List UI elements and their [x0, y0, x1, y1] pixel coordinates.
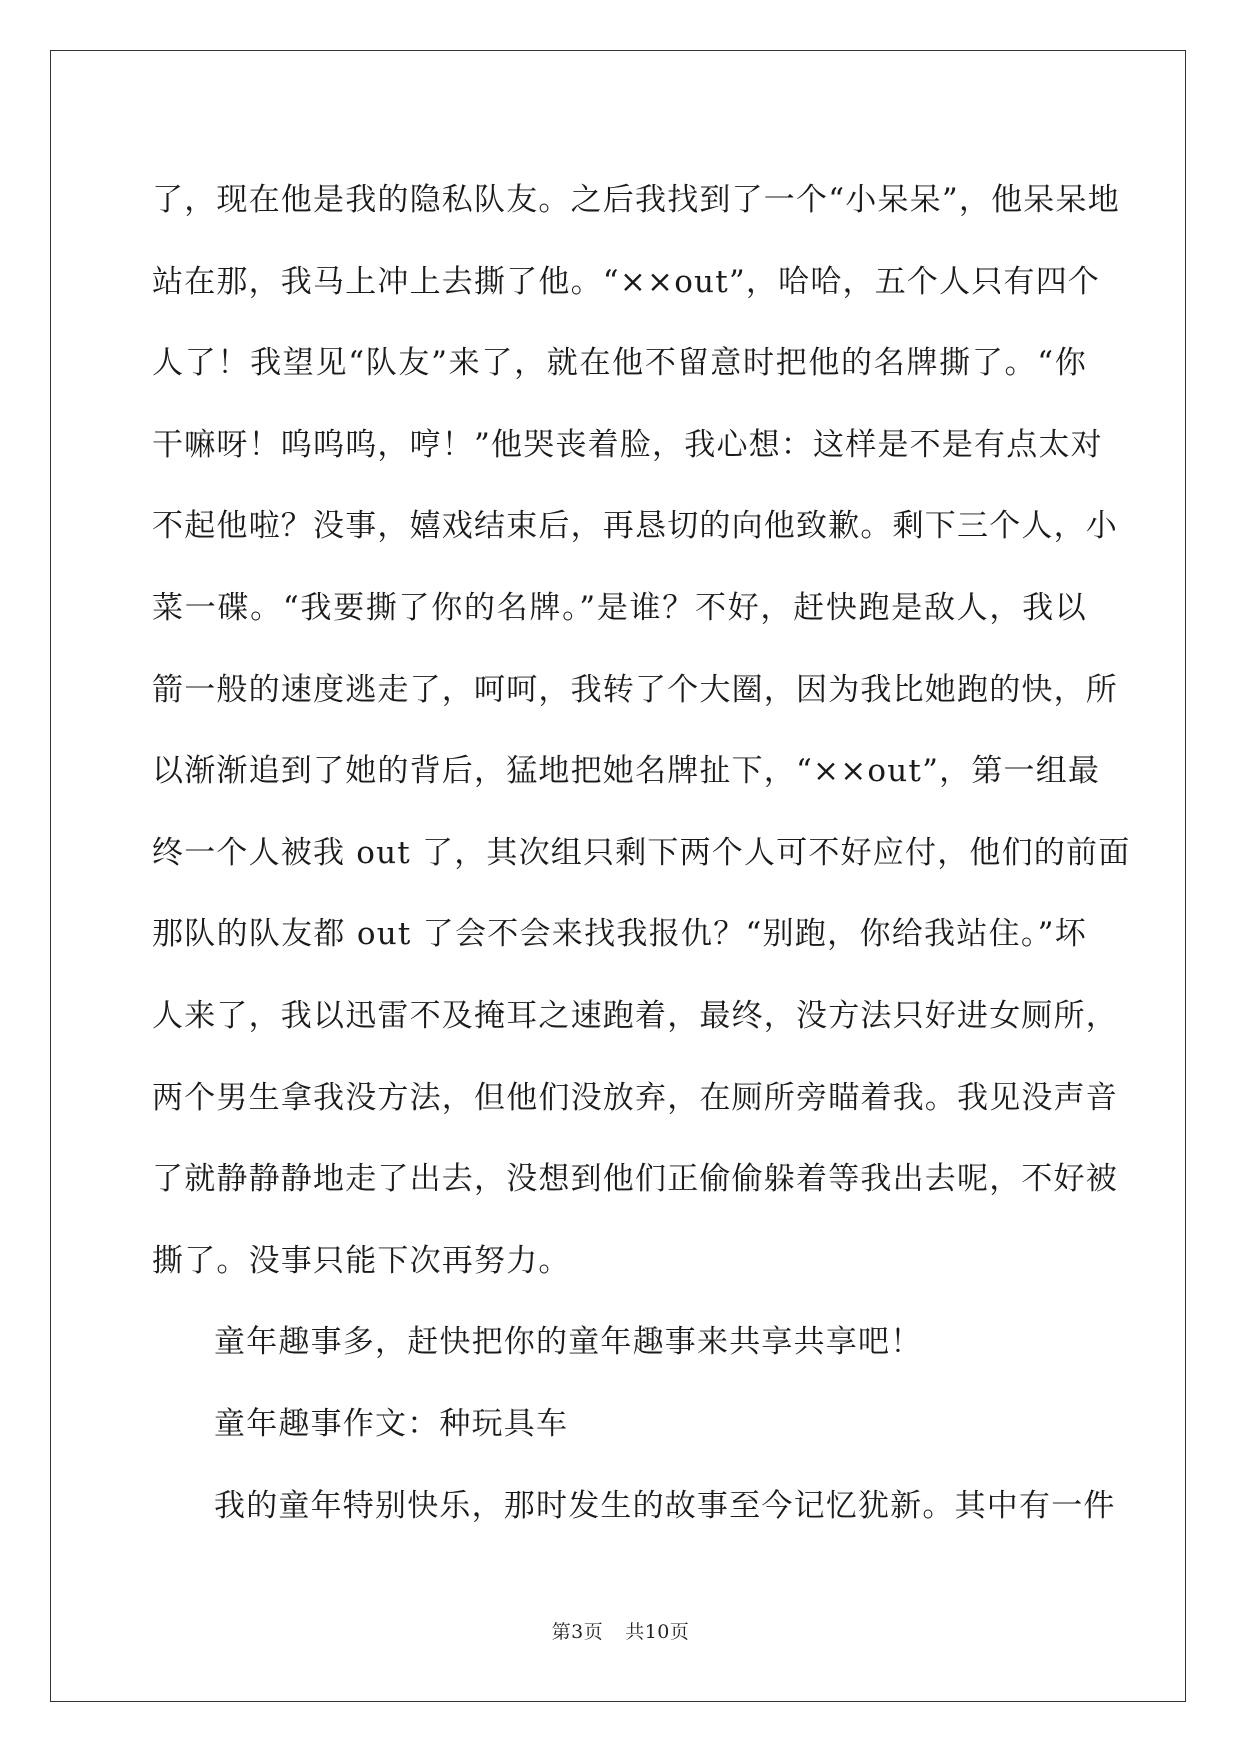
paragraph-2: 童年趣事多，赶快把你的童年趣事来共享共享吧！: [214, 1324, 923, 1361]
text-line: 干嘛呀！呜呜呜，哼！”他哭丧着脸，我心想：这样是不是有点太对: [152, 426, 1103, 463]
text-line: 以渐渐追到了她的背后，猛地把她名牌扯下，“××out”，第一组最: [152, 753, 1101, 790]
paragraph-3: 我的童年特别快乐，那时发生的故事至今记忆犹新。其中有一件: [214, 1487, 1116, 1524]
text-line: 箭一般的速度逃走了，呵呵，我转了个大圈，因为我比她跑的快，所: [152, 671, 1118, 708]
text-line: 人了！我望见“队友”来了，就在他不留意时把他的名牌撕了。“你: [152, 345, 1087, 382]
page-footer: [0, 1617, 1241, 1644]
text-line: 不起他啦？没事，嬉戏结束后，再恳切的向他致歉。剩下三个人，小: [152, 508, 1118, 545]
text-line: 撕了。没事只能下次再努力。: [152, 1242, 571, 1279]
text-line: 菜一碟。“我要撕了你的名牌。”是谁？不好，赶快跑是敌人，我以: [152, 589, 1087, 626]
text-line: 终一个人被我 out 了，其次组只剩下两个人可不好应付，他们的前面: [152, 834, 1131, 871]
paragraph-1: [152, 160, 1131, 1302]
text-line: 人来了，我以迅雷不及掩耳之速跑着，最终，没方法只好进女厕所，: [152, 997, 1118, 1034]
text-line: 了，现在他是我的隐私队友。之后我找到了一个“小呆呆”，他呆呆地: [152, 182, 1120, 218]
text-line: 站在那，我马上冲上去撕了他。“××out”，哈哈，五个人只有四个: [152, 263, 1101, 300]
text-line: 了就静静静地走了出去，没想到他们正偷偷躲着等我出去呢，不好被: [152, 1161, 1118, 1198]
section-heading: 童年趣事作文：种玩具车: [214, 1405, 569, 1442]
text-line: 两个男生拿我没方法，但他们没放弃，在厕所旁瞄着我。我见没声音: [152, 1079, 1118, 1116]
text-line: 那队的队友都 out 了会不会来找我报仇？“别跑，你给我站住。”坏: [152, 916, 1087, 953]
page-total: 共10页: [625, 1621, 690, 1643]
page-number: 第3页: [551, 1621, 604, 1643]
document-body: [152, 160, 1131, 1547]
